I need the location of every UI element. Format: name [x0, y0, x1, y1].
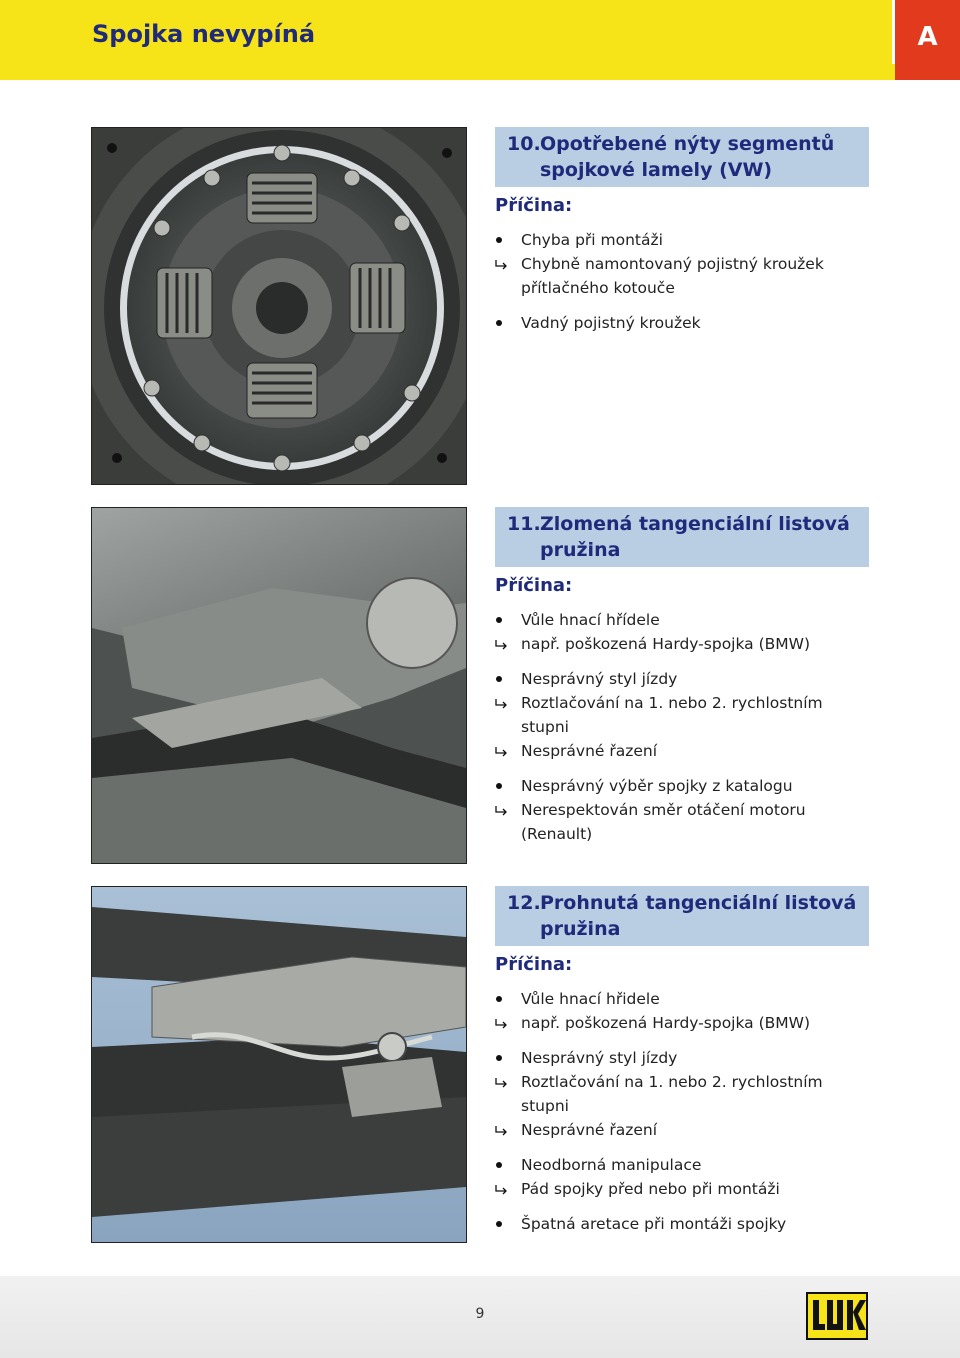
section-title: Zlomená tangenciální listová pružina: [540, 513, 850, 561]
arrow-right-icon: [495, 1017, 509, 1029]
item-text: Špatná aretace při montáži spojky: [521, 1215, 787, 1233]
item-text: Vůle hnací hřidele: [521, 990, 660, 1008]
bullet-item: [495, 228, 869, 252]
photo-bent-leaf-spring: [91, 886, 467, 1243]
item-text: Nesprávné řazení: [521, 742, 658, 760]
page-number: 9: [475, 1306, 485, 1322]
item-text: Vadný pojistný kroužek: [521, 314, 701, 332]
footer: [0, 1276, 960, 1358]
bullet-item: [495, 1212, 869, 1236]
arrow-item: [495, 1177, 869, 1201]
arrow-item: [495, 691, 869, 739]
bullet-icon: [496, 1221, 502, 1227]
photo-clutch-disc: [91, 127, 467, 485]
luk-logo: [806, 1292, 868, 1340]
bullet-item: [495, 608, 869, 632]
bullet-item: [495, 1046, 869, 1070]
bullet-item: [495, 667, 869, 691]
arrow-right-icon: [495, 638, 509, 650]
section-12: [495, 886, 869, 1236]
item-text: Roztlačování na 1. nebo 2. rychlostním stupni: [521, 1073, 823, 1115]
item-text: Nesprávný výběr spojky z katalogu: [521, 777, 793, 795]
arrow-right-icon: [495, 697, 509, 709]
arrow-item: [495, 632, 869, 656]
page-title: Spojka nevypíná: [92, 20, 316, 48]
bullet-item: [495, 987, 869, 1011]
item-text: Chyba při montáži: [521, 231, 663, 249]
header-bar: [0, 0, 960, 80]
cause-label: Příčina:: [495, 575, 573, 596]
section-title-bar: [495, 507, 869, 567]
section-11: [495, 507, 869, 846]
bullet-icon: [496, 676, 502, 682]
arrow-right-icon: [495, 804, 509, 816]
luk-logo-icon: [808, 1294, 866, 1338]
bullet-icon: [496, 617, 502, 623]
item-text: Vůle hnací hřídele: [521, 611, 660, 629]
arrow-right-icon: [495, 1076, 509, 1088]
bullet-item: [495, 774, 869, 798]
item-text: Nesprávný styl jízdy: [521, 1049, 678, 1067]
photo-broken-leaf-spring: [91, 507, 467, 864]
item-text: Nesprávné řazení: [521, 1121, 658, 1139]
cause-label: Příčina:: [495, 195, 573, 216]
arrow-right-icon: [495, 258, 509, 270]
section-number: 10.: [507, 133, 541, 155]
arrow-item: [495, 739, 869, 763]
arrow-right-icon: [495, 745, 509, 757]
arrow-item: [495, 798, 869, 846]
arrow-item: [495, 252, 869, 300]
arrow-item: [495, 1070, 869, 1118]
item-text: např. poškozená Hardy-spojka (BMW): [521, 1014, 811, 1032]
bullet-icon: [496, 783, 502, 789]
item-text: Pád spojky před nebo při montáži: [521, 1180, 780, 1198]
arrow-item: [495, 1011, 869, 1035]
item-text: Nerespektován směr otáčení motoru (Renault): [521, 801, 806, 843]
cause-label: Příčina:: [495, 954, 573, 975]
bullet-icon: [496, 1162, 502, 1168]
item-text: např. poškozená Hardy-spojka (BMW): [521, 635, 811, 653]
item-text: Chybně namontovaný pojistný kroužek přítlačného kotouče: [521, 255, 824, 297]
bullet-item: [495, 311, 869, 335]
bullet-icon: [496, 237, 502, 243]
section-letter: A: [917, 22, 938, 52]
bullet-icon: [496, 996, 502, 1002]
item-text: Nesprávný styl jízdy: [521, 670, 678, 688]
item-text: Neodborná manipulace: [521, 1156, 702, 1174]
section-badge: [895, 0, 960, 80]
bullet-icon: [496, 1055, 502, 1061]
arrow-item: [495, 1118, 869, 1142]
section-title: Opotřebené nýty segmentů spojkové lamely (VW): [540, 133, 835, 181]
section-number: 11.: [507, 513, 541, 535]
section-title-bar: [495, 886, 869, 946]
section-title: Prohnutá tangenciální listová pružina: [540, 892, 857, 940]
section-10: [495, 127, 869, 335]
section-number: 12.: [507, 892, 541, 914]
bullet-icon: [496, 320, 502, 326]
item-text: Roztlačování na 1. nebo 2. rychlostním stupni: [521, 694, 823, 736]
arrow-right-icon: [495, 1183, 509, 1195]
section-title-bar: [495, 127, 869, 187]
bullet-item: [495, 1153, 869, 1177]
arrow-right-icon: [495, 1124, 509, 1136]
